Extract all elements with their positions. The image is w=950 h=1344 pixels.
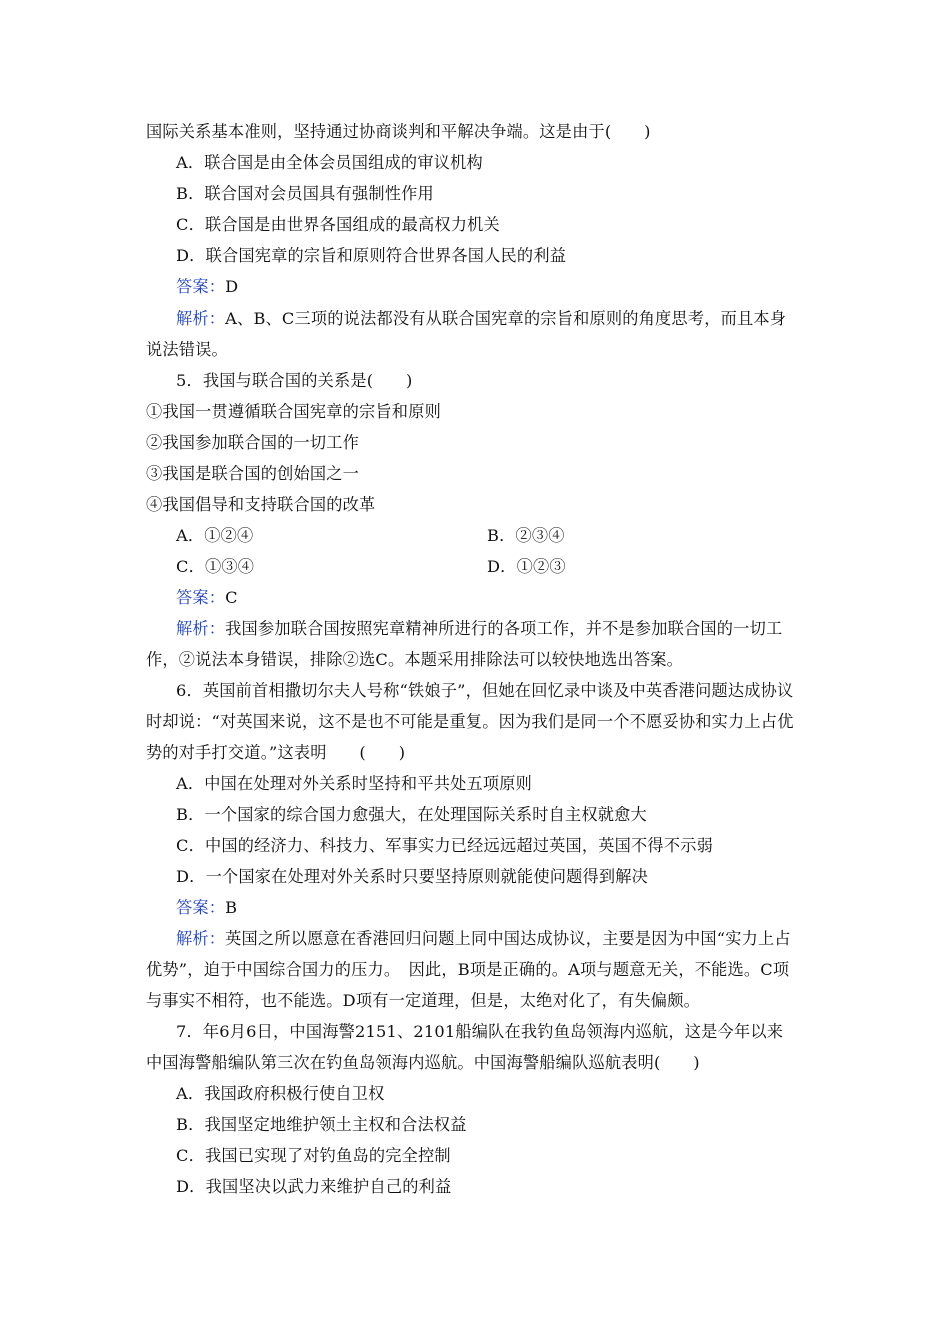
q5-option-d: D．①②③ (487, 557, 566, 576)
answer-value: D (225, 277, 239, 296)
q4-analysis (176, 308, 866, 330)
q5-stem: 5．我国与联合国的关系是( ) (176, 371, 413, 390)
q6-option-d: D．一个国家在处理对外关系时只要坚持原则就能使问题得到解决 (176, 867, 649, 886)
analysis-label: 解析： (176, 309, 226, 328)
q4-option-d: D．联合国宪章的宗旨和原则符合世界各国人民的利益 (176, 246, 567, 265)
q6-stem-cont-2: 势的对手打交道。”这表明 ( ) (146, 743, 406, 762)
q4-answer (176, 276, 866, 298)
q5-answer (176, 587, 866, 609)
analysis-text: A、B、C三项的说法都没有从联合国宪章的宗旨和原则的角度思考，而且本身 (225, 309, 787, 328)
q4-option-b: B．联合国对会员国具有强制性作用 (176, 184, 434, 203)
q6-option-a: A．中国在处理对外关系时坚持和平共处五项原则 (176, 774, 533, 793)
q5-item-3: ③我国是联合国的创始国之一 (146, 464, 360, 483)
q6-stem-cont-1: 时却说：“对英国来说，这不是也不可能是重复。因为我们是同一个不愿妥协和实力上占优 (146, 712, 794, 731)
analysis-label: 解析： (176, 619, 226, 638)
q5-analysis (176, 618, 866, 640)
q4-option-a: A．联合国是由全体会员国组成的审议机构 (176, 153, 483, 172)
q7-option-d: D．我国坚决以武力来维护自己的利益 (176, 1177, 452, 1196)
q7-stem-cont: 中国海警船编队第三次在钓鱼岛领海内巡航。中国海警船编队巡航表明( ) (146, 1053, 700, 1072)
q6-analysis (176, 928, 866, 950)
q6-option-c: C．中国的经济力、科技力、军事实力已经远远超过英国，英国不得不示弱 (176, 836, 713, 855)
analysis-text: 我国参加联合国按照宪章精神所进行的各项工作，并不是参加联合国的一切工 (225, 619, 783, 638)
q6-answer (176, 897, 866, 919)
answer-value: B (225, 898, 238, 917)
q7-option-a: A．我国政府积极行使自卫权 (176, 1084, 385, 1103)
q5-analysis-cont: 作，②说法本身错误，排除②选C。本题采用排除法可以较快地选出答案。 (146, 650, 683, 669)
q5-option-c: C．①③④ (176, 557, 255, 576)
q7-stem: 7．年6月6日，中国海警2151、2101船编队在我钓鱼岛领海内巡航，这是今年以来 (176, 1022, 784, 1041)
q7-option-b: B．我国坚定地维护领土主权和合法权益 (176, 1115, 467, 1134)
q4-analysis-cont: 说法错误。 (146, 340, 228, 359)
q6-option-b: B．一个国家的综合国力愈强大，在处理国际关系时自主权就愈大 (176, 805, 647, 824)
answer-label: 答案： (176, 277, 226, 296)
q5-option-a: A．①②④ (176, 526, 254, 545)
q7-option-c: C．我国已实现了对钓鱼岛的完全控制 (176, 1146, 451, 1165)
q5-option-b: B．②③④ (487, 526, 565, 545)
q4-option-c: C．联合国是由世界各国组成的最高权力机关 (176, 215, 500, 234)
q6-stem: 6．英国前首相撒切尔夫人号称“铁娘子”，但她在回忆录中谈及中英香港问题达成协议 (176, 681, 794, 700)
answer-label: 答案： (176, 898, 226, 917)
analysis-label: 解析： (176, 929, 226, 948)
analysis-text: 英国之所以愿意在香港回归问题上同中国达成协议，主要是因为中国“实力上占 (225, 929, 791, 948)
answer-label: 答案： (176, 588, 226, 607)
q5-item-2: ②我国参加联合国的一切工作 (146, 433, 360, 452)
q5-item-4: ④我国倡导和支持联合国的改革 (146, 495, 376, 514)
q6-analysis-cont-2: 与事实不相符，也不能选。D项有一定道理，但是，太绝对化了，有失偏颇。 (146, 991, 700, 1010)
q5-item-1: ①我国一贯遵循联合国宪章的宗旨和原则 (146, 402, 441, 421)
q6-analysis-cont-1: 优势”，迫于中国综合国力的压力。 因此，B项是正确的。A项与题意无关，不能选。C项 (146, 960, 790, 979)
answer-value: C (225, 588, 238, 607)
q4-stem-tail: 国际关系基本准则，坚持通过协商谈判和平解决争端。这是由于( ) (146, 122, 651, 141)
